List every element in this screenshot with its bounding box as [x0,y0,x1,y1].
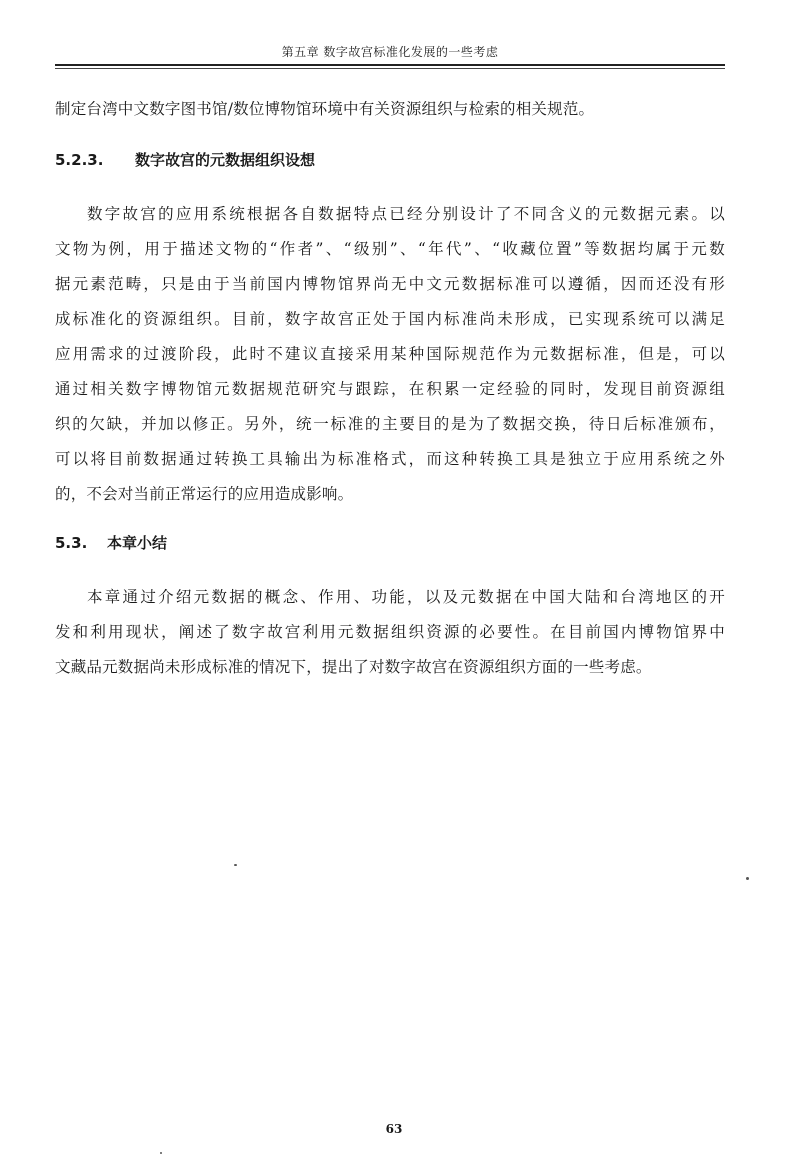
paragraph-line: 发和利用现状，阐述了数字故宫利用元数据组织资源的必要性。在目前国内博物馆界中 [55,623,725,641]
paragraph-line: 文物为例，用于描述文物的“作者”、“级别”、“年代”、“收藏位置”等数据均属于元数 [55,240,725,258]
scan-speck [234,864,237,866]
paragraph-line: 的，不会对当前正常运行的应用造成影响。 [55,485,354,503]
section-title: 本章小结 [107,534,168,552]
header-rule-thin [55,68,725,69]
scan-speck [160,1152,162,1154]
section-heading-5-2-3 [55,150,315,170]
scan-speck [746,877,749,880]
paragraph-line: 文藏品元数据尚未形成标准的情况下，提出了对数字故宫在资源组织方面的一些考虑。 [55,658,652,676]
running-header: 第五章 数字故宫标准化发展的一些考虑 [281,45,499,59]
section-number: 5.3. [55,534,88,552]
page-number: 63 [385,1122,403,1136]
paragraph-line: 据元素范畴，只是由于当前国内博物馆界尚无中文元数据标准可以遵循，因而还没有形 [55,275,725,293]
paragraph-line: 本章通过介绍元数据的概念、作用、功能，以及元数据在中国大陆和台湾地区的开 [87,588,725,606]
header-rule [55,64,725,66]
paragraph-line: 通过相关数字博物馆元数据规范研究与跟踪，在积累一定经验的同时，发现目前资源组 [55,380,725,398]
paragraph-line: 织的欠缺，并加以修正。另外，统一标准的主要目的是为了数据交换，待日后标准颁布， [55,415,725,433]
paragraph-line: 可以将目前数据通过转换工具输出为标准格式，而这种转换工具是独立于应用系统之外 [55,450,725,468]
paragraph-line: 应用需求的过渡阶段，此时不建议直接采用某种国际规范作为元数据标准，但是，可以 [55,345,725,363]
section-heading-5-3 [55,533,167,553]
section-title: 数字故宫的元数据组织设想 [135,151,316,169]
section-number: 5.2.3. [55,151,104,169]
intro-line: 制定台湾中文数字图书馆/数位博物馆环境中有关资源组织与检索的相关规范。 [55,100,595,118]
paragraph-line: 成标准化的资源组织。目前，数字故宫正处于国内标准尚未形成，已实现系统可以满足 [55,310,725,328]
paragraph-line: 数字故宫的应用系统根据各自数据特点已经分别设计了不同含义的元数据元素。以 [87,205,725,223]
